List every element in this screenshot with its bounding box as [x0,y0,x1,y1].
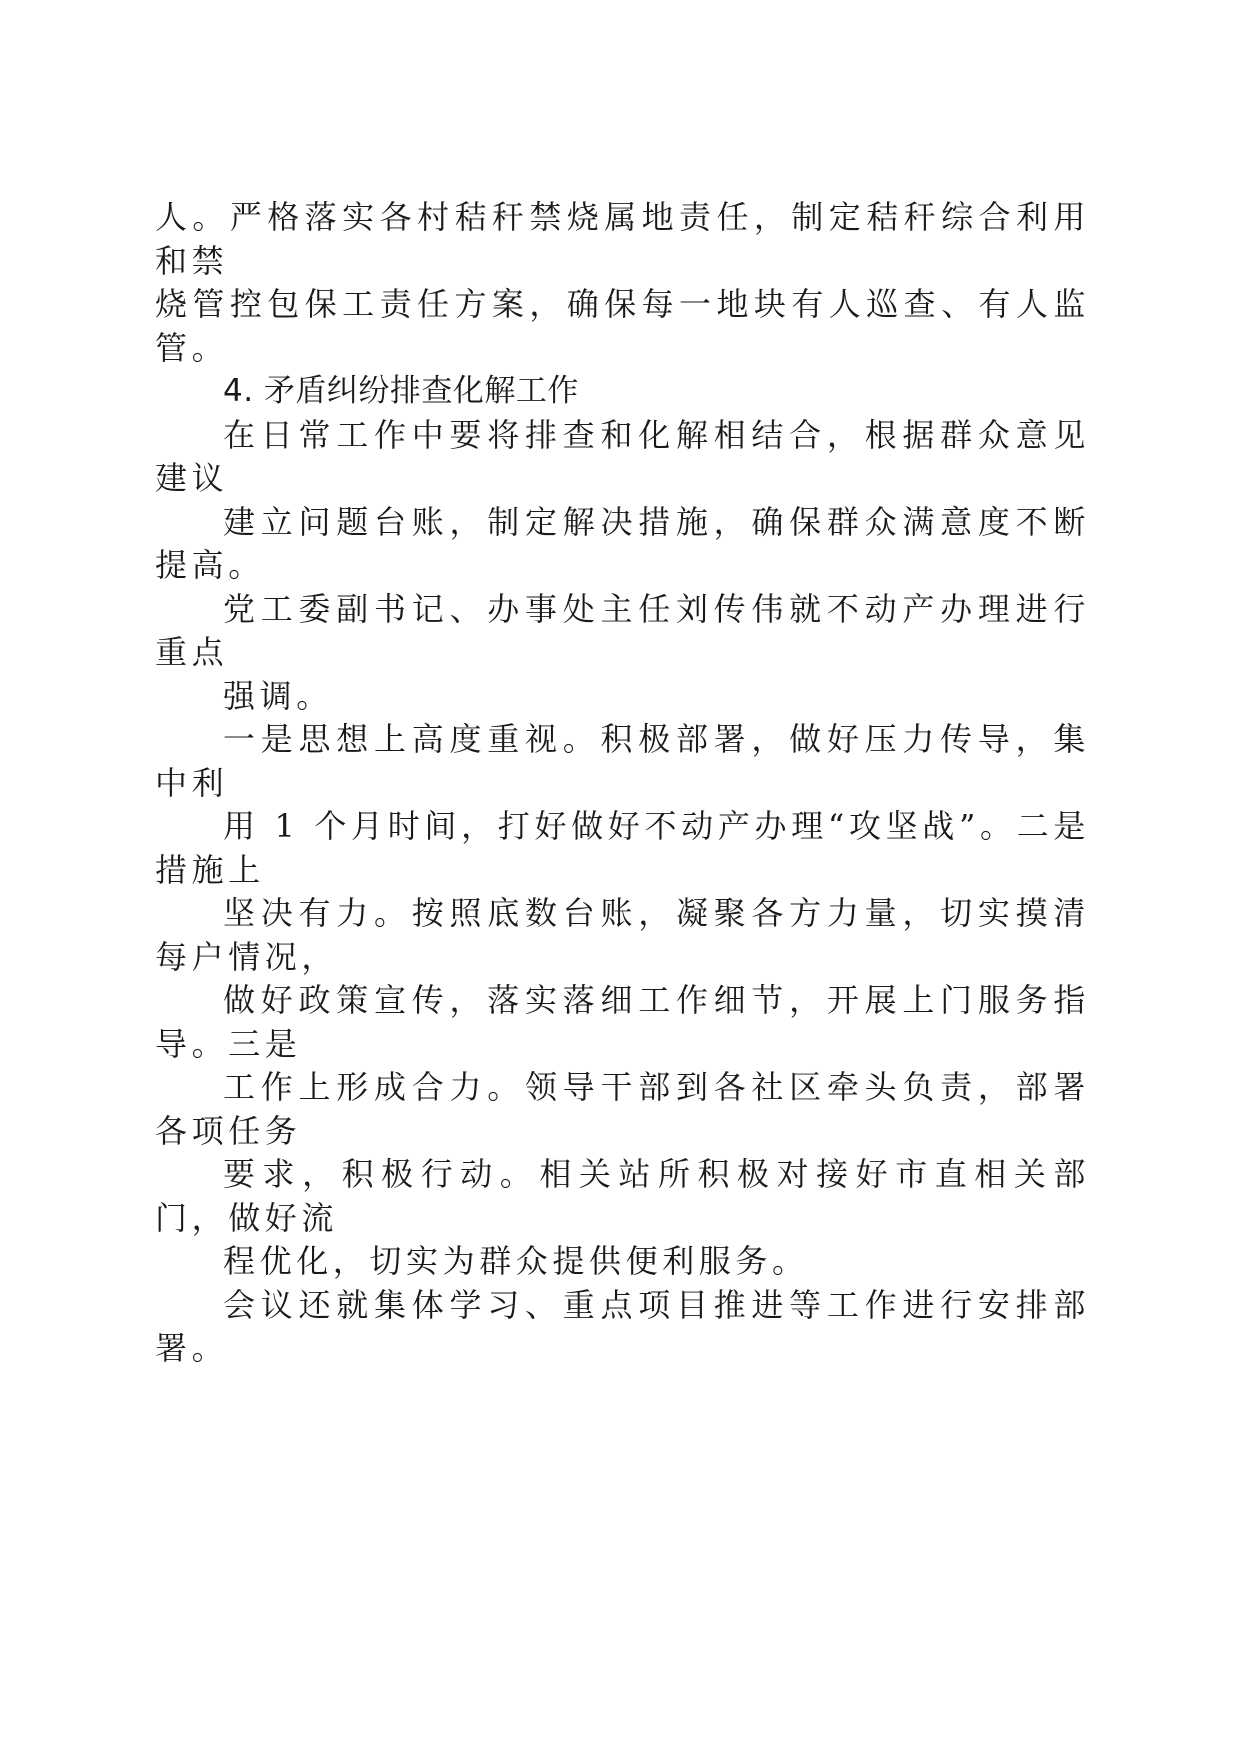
text-line: 烧管控包保工责任方案，确保每一地块有人巡查、有人监管。 [155,285,1090,367]
text-line: 在日常工作中要将排查和化解相结合，根据群众意见建议 [155,415,1090,497]
text-line: 坚决有力。按照底数台账，凝聚各方力量，切实摸清每户情况， [155,894,1090,976]
text-line: 党工委副书记、办事处主任刘传伟就不动产办理进行重点 [155,589,1090,671]
text-line: 工作上形成合力。领导干部到各社区牵头负责，部署各项任务 [155,1068,1090,1150]
text-line: 建立问题台账，制定解决措施，确保群众满意度不断提高。 [155,502,1090,584]
text-line: 人。严格落实各村秸秆禁烧属地责任，制定秸秆综合利用和禁 [155,198,1090,280]
document-body [155,196,1090,1371]
paragraph-three-measures [155,718,1090,1284]
text-line: 一是思想上高度重视。积极部署，做好压力传导，集中利 [155,720,1090,802]
text-line: 程优化，切实为群众提供便利服务。 [223,1242,809,1280]
paragraph-meeting-closing [155,1284,1090,1371]
paragraph-real-estate-emphasis [155,588,1090,719]
section-heading-dispute-resolution: 4. 矛盾纠纷排查化解工作 [223,373,579,409]
text-line: 做好政策宣传，落实落细工作细节，开展上门服务指导。三是 [155,981,1090,1063]
text-line: 要求，积极行动。相关站所积极对接好市直相关部门，做好流 [155,1155,1090,1237]
paragraph-straw-burning-continued [155,196,1090,370]
text-line: 会议还就集体学习、重点项目推进等工作进行安排部署。 [155,1285,1090,1367]
paragraph-dispute-resolution [155,414,1090,588]
text-line: 强调。 [223,676,333,715]
text-line: 用 1 个月时间，打好做好不动产办理“攻坚战”。二是措施上 [155,807,1090,889]
